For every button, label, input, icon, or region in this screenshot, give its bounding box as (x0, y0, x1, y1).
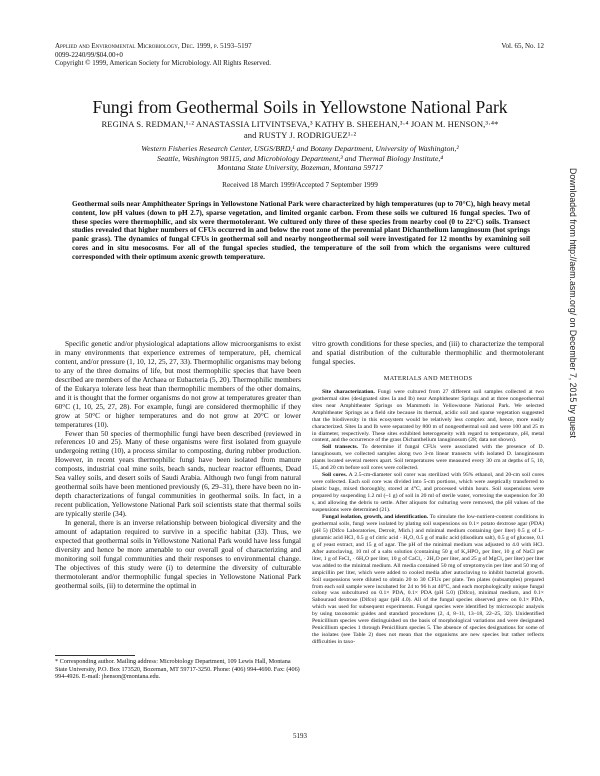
affiliation-line-2: Seattle, Washington 98115, and Microbiology Department,³ and Thermal Biology Institute,⁴ (156, 153, 444, 163)
right-column (312, 340, 544, 646)
article-title: Fungi from Geothermal Soils in Yellowstone National Park (92, 97, 508, 117)
footnote-rule (55, 655, 135, 656)
copyright-line: Copyright © 1999, American Society for Microbiology. All Rights Reserved. (55, 59, 272, 68)
affiliations (40, 144, 560, 173)
transects-label: Soil transects. (322, 444, 358, 451)
intro-paragraph-3: In general, there is an inverse relationship between biological diversity and the amount of adaptation required to survive in a specific habitat (33). Thus, we expected that geothermal soils in Yellowstone National Park would have less fungal diversity and hence be more amenable to our overall goal of characterizing and monitoring soil fungal communities and their responses to environmental change. The objectives of this study were (i) to determine the diversity of culturable thermotolerant and/or thermophilic fungal species in Yellowstone National Park geothermal soils, (ii) to determine the optimal in (55, 518, 301, 590)
issn-line: 0099-2240/99/$04.00+0 (55, 50, 123, 59)
left-column (55, 340, 301, 591)
section-heading-methods: MATERIALS AND METHODS (383, 374, 473, 382)
corresponding-author-footnote: * Corresponding author. Mailing address: Microbiology Department, 109 Lewis Hall, Montana State University, P.O. Box 173520, Bozeman, MT 59717-3250. Phone: (406) 994-4690. Fax: (406) 994-4926. E-mail: jhenson@montana.edu. (55, 658, 300, 681)
intro-paragraph-1: Specific genetic and/or physiological adaptations allow microorganisms to exist in many environments that experience extremes of temperature, pH, chemical content, and/or pressure (1, 10, 12, 25, 27, 33). Thermophilic organisms may belong to any of the three domains of life, but most thermophilic species that have been described are members of the Archaea or Eubacteria (5, 20). Thermophilic members of the Eukarya tolerate less heat than thermophilic members of the other domains, and it is thought that the former organisms do not grow at temperatures greater than 60°C (1, 10, 25, 27, 28). For example, fungi are considered thermophilic if they grow at 50°C or higher temperatures and do not grow at 20°C or lower temperatures (10). (55, 339, 301, 429)
soil-transects-paragraph (312, 444, 544, 472)
site-characterization-paragraph (312, 389, 544, 445)
transects-text: To determine if fungal CFUs were associated with the presence of D. lanuginosum, we collected samples along two 3-m linear transects with isolated D. lanuginosum plants located several meters apart. Soil temperatures were measured every 30 cm at depths of 5, 10, 15, and 20 cm before soil cores were collected. (312, 444, 544, 472)
intro-paragraph-2: Fewer than 50 species of thermophilic fungi have been described (reviewed in references 10 and 25). Many of these organisms were first isolated from guayule undergoing retting (10), a process similar to composting, during rubber production. However, in recent years thermophilic fungi have been isolated from manure composts, industrial coal mine soils, beach sands, nuclear reactor effluents, Dead Sea valley soils, and desert soils of Saudi Arabia. Although two fungi from natural geothermal soils have been mentioned previously (6, 29–31), there have been no in-depth characterizations of fungal communities in geothermal soils. In fact, in a recent publication, Yellowstone National Park soil scientists state that thermal soils are typically sterile (34). (55, 428, 301, 519)
page-number: 5193 (293, 732, 307, 740)
site-label: Site characterization. (322, 388, 375, 395)
intro-continuation: vitro growth conditions for these species, and (iii) to characterize the temporal and spatial distribution of the culturable thermophilic and thermotolerant fungal species. (312, 339, 544, 366)
site-text: Fungi were cultured from 27 different soil samples collected at two geothermal sites (designated sites Ia and Ib) near Amphitheater Springs and at three nongeothermal sites near Amphitheater Springs on Mammoth in Yellowstone National Park. We selected Amphitheater Springs as a field site because its thermal, acidic soil and sparse vegetation suggested that the biodiversity in this ecosystem would be relatively less complex and, hence, more easily characterized. Sites Ia and Ib were separated by 800 m of nongeothermal soil and were 100 and 25 m in diameter, respectively. These sites exhibited heterogeneity with regard to temperature, pH, metal content, and the occurrence of the grass Dichanthelium lanuginosum (28; data not shown). (312, 388, 545, 444)
isolation-text: To simulate the low-nutrient-content conditions in geothermal soils, fungi were isolated by plating soil suspensions on 0.1× potato dextrose agar (PDA) (pH 5) (Difco Laboratories, Detroit, Mich.) and minimal medium containing (per liter) 0.5 g of L-glutamic acid HCl, 0.5 g of citric acid · H₂O, 0.5 g of malic acid (disodium salt), 0.5 g of glucose, 0.1 g of yeast extract, and 15 g of agar. The pH of the minimal medium was adjusted to 4.0 with HCl. After autoclaving, 10 ml of a salts solution (containing 50 g of K₂HPO₄ per liter, 10 g of NaCl per liter, 1 g of FeCl₃ · 6H₂O per liter, 10 g of CaCl₂ · 2H₂O per liter, and 25 g of MgCl₂ per liter) per liter was added to the minimal medium. All media contained 50 mg of streptomycin per liter and 50 mg of ampicillin per liter, which were added to cooled media after autoclaving to inhibit bacterial growth. Soil suspensions were diluted to obtain 20 to 30 CFUs per plate. Ten plates (subsamples) prepared from each soil sample were incubated for 24 to 96 h at 40°C, and each morphologically unique fungal colony was subcultured on 0.1× PDA, 0.1× PDA (pH 5.0) (Difco), minimal medium, and 0.1× Sabouraud dextrose (Difco) agar (pH 4.0). All of the fungal species observed grew on 0.1× PDA, which was used for subsequent experiments. Fungal species were identified by microscopic analysis by using taxonomic guides and standard procedures (2, 4, 8–11, 13–18, 22–25, 32). Unidentified Penicillium species were distinguished on the basis of morphological variations and were designated Penicillium species 1 through Penicillium species 5. The absence of species designations for some of the isolates (see Table 2) does not mean that the organisms are new species but rather reflects difficulties in taxo- (312, 513, 544, 646)
fungal-isolation-paragraph (312, 514, 544, 646)
abstract: Geothermal soils near Amphitheater Springs in Yellowstone National Park were characterized by high temperatures (up to 70°C), high heavy metal content, low pH values (down to pH 2.7), sparse vegetation, and limited organic carbon. From these soils we cultured 16 fungal species. Two of these species were thermophilic, and six were thermotolerant. We cultured only three of these species from nearby cool (0 to 22°C) soils. Transect studies revealed that higher numbers of CFUs occurred in and below the root zone of the perennial plant Dichanthelium lanuginosum (hot springs panic grass). The dynamics of fungal CFUs in geothermal soil and nearby nongeothermal soil were investigated for 12 months by examining soil cores and in situ mesocosms. For all of the fungal species studied, the temperature of the soil from which the organisms were cultured corresponded with their optimum axenic growth temperature. (72, 199, 530, 261)
isolation-label: Fungal isolation, growth, and identification. (322, 513, 429, 520)
download-watermark: Downloaded from http://aem.asm.org/ on December 7, 2015 by guest (568, 168, 578, 438)
cores-text: A 2.5-cm-diameter soil corer was sterilized with 95% ethanol, and 20-cm soil cores were collected. Each soil core was divided into 5-cm portions, which were aseptically transferred to plastic bags, mixed thoroughly, stored at 4°C, and processed within hours. Soil suspensions were prepared by suspending 1.2 ml (~1 g) of soil in 20 ml of sterile water, vortexing the suspension for 30 s, and allowing the debris to settle. After aliquots for culturing were removed, the pH values of the suspensions were determined (21). (312, 472, 544, 514)
journal-citation: Applied and Environmental Microbiology, Dec. 1999, p. 5193–5197 (55, 42, 252, 50)
author-list (40, 119, 560, 140)
volume-line: Vol. 65, No. 12 (501, 42, 544, 50)
affiliation-line-3: Montana State University, Bozeman, Montana 59717 (217, 163, 383, 173)
received-dates: Received 18 March 1999/Accepted 7 September 1999 (222, 181, 378, 189)
authors-line-1: REGINA S. REDMAN,¹·² ANASTASSIA LITVINTSEVA,³ KATHY B. SHEEHAN,³·⁴ JOAN M. HENSON,³·⁴* (101, 119, 499, 129)
soil-cores-paragraph (312, 472, 544, 514)
authors-line-2: and RUSTY J. RODRIGUEZ¹·² (243, 129, 357, 140)
cores-label: Soil cores. (322, 472, 347, 479)
affiliation-line-1: Western Fisheries Research Center, USGS/BRD,¹ and Botany Department, University of Washington,² (141, 144, 459, 153)
